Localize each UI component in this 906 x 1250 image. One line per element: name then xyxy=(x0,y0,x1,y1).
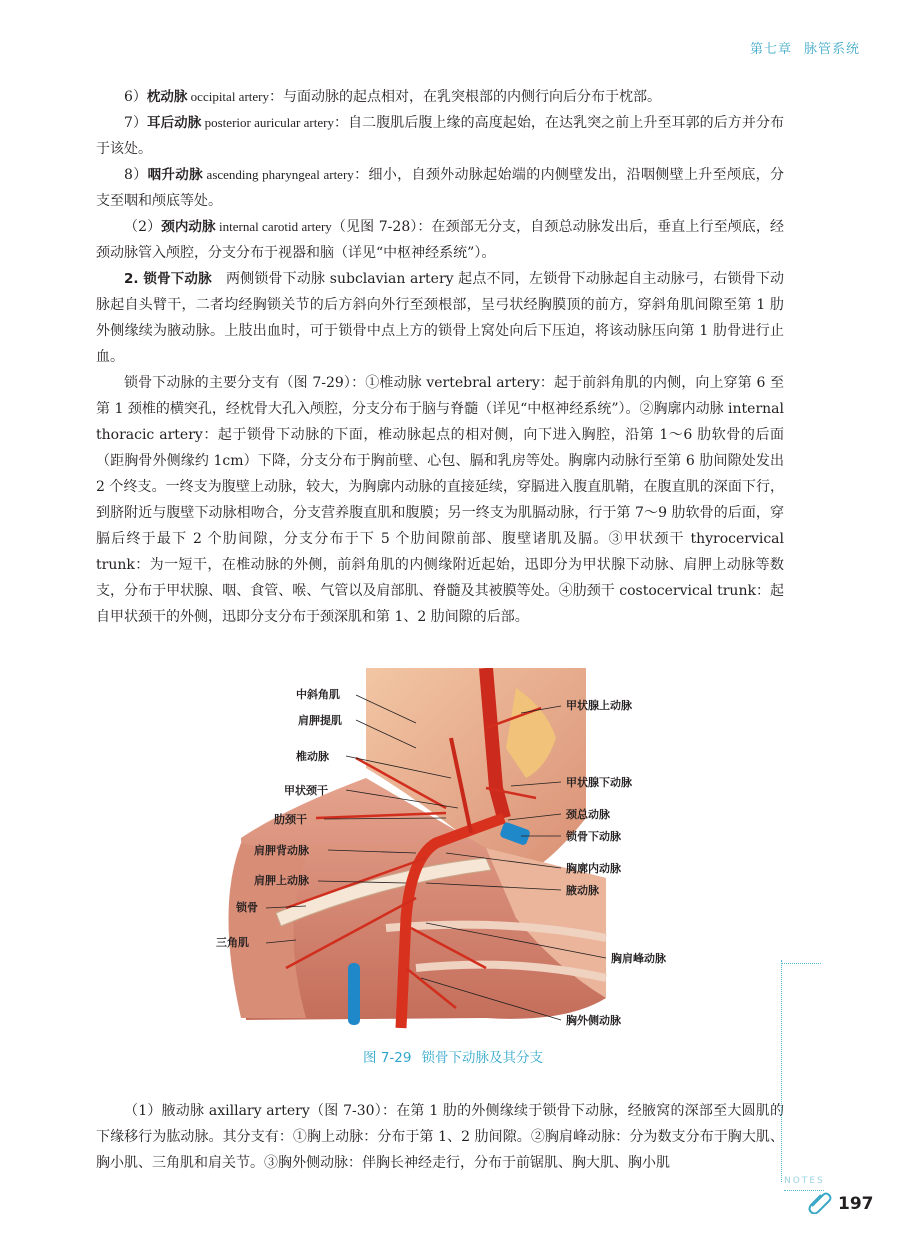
label-subclavian-artery: 锁骨下动脉 xyxy=(566,830,621,843)
label-dorsal-scapular-artery: 肩胛背动脉 xyxy=(254,844,309,857)
paragraph-axillary: （1）腋动脉 axillary artery（图 7-30）：在第 1 肋的外侧缘续于锁骨下动脉，经腋窝的深部至大圆肌的下缘移行为肱动脉。其分支有：①胸上动脉：分布于第 1、2 肋间隙。②胸肩峰动脉：分为数支分布于胸大肌、胸小肌、三角肌和肩关节。③胸外侧动脉：伴胸长神经走行，分布于前锯肌、胸大肌、胸小肌 xyxy=(96,1103,784,1171)
paragraph-subclavian: 2. 锁骨下动脉 两侧锁骨下动脉 subclavian artery 起点不同，左锁骨下动脉起自主动脉弓，右锁骨下动脉起自头臂干，二者均经胸锁关节的后方斜向外行至颈根部，呈弓状经胸膜顶的前方，穿斜角肌间隙至第 1 肋外侧缘续为腋动脉。上肢出血时，可于锁骨中点上方的锁骨上窝处向后下压迫，将该动脉压向第 1 肋骨进行止血。 xyxy=(96,271,784,365)
paragraph-subclavian-branches: 锁骨下动脉的主要分支有（图 7-29）：①椎动脉 vertebral artery：起于前斜角肌的内侧，向上穿第 6 至第 1 颈椎的横突孔，经枕骨大孔入颅腔，分支分布于脑与脊髓（详见“中枢神经系统”）。②胸廓内动脉 internal thoracic artery：起于锁骨下动脉的下面，椎动脉起点的相对侧，向下进入胸腔，沿第 1～6 肋软骨的后面（距胸骨外侧缘约 1cm）下降，分支分布于胸前壁、心包、膈和乳房等处。胸廓内动脉行至第 6 肋间隙处发出 2 个终支。一终支为腹壁上动脉，较大，为胸廓内动脉的直接延续，穿膈进入腹直肌鞘，在腹直肌的深面下行，到脐附近与腹壁下动脉相吻合，分支营养腹直肌和腹膜；另一终支为肌膈动脉，行于第 7～9 肋软骨的后面，穿膈后终于最下 2 个肋间隙，分支分布于下 5 个肋间隙前部、腹壁诸肌及膈。③甲状颈干 thyrocervical trunk：为一短干，在椎动脉的外侧，前斜角肌的内侧缘附近起始，迅即分为甲状腺下动脉、肩胛上动脉等数支，分布于甲状腺、咽、食管、喉、气管以及肩部肌、脊髓及其被膜等处。④肋颈干 costocervical trunk：起自甲状颈干的外侧，迅即分支分布于颈深肌和第 1、2 肋间隙的后部。 xyxy=(96,375,784,625)
label-suprascapular-artery: 肩胛上动脉 xyxy=(254,874,309,887)
label-levator-scapulae: 肩胛提肌 xyxy=(298,714,342,727)
figure-number: 图 7-29 xyxy=(363,1050,412,1066)
anatomy-figure xyxy=(186,668,706,1038)
chapter-label: 第七章 xyxy=(749,42,792,57)
label-lateral-thoracic-artery: 胸外侧动脉 xyxy=(566,1014,621,1027)
label-costocervical-trunk: 肋颈干 xyxy=(274,813,307,826)
label-superior-thyroid-artery: 甲状腺上动脉 xyxy=(566,699,632,712)
paragraph-occipital: 6）枕动脉 occipital artery：与面动脉的起点相对，在乳突根部的内侧行向后分布于枕部。 xyxy=(124,89,661,105)
subclavian-artery-illustration xyxy=(186,668,706,1038)
notes-margin-line xyxy=(781,960,782,1182)
cephalic-vein xyxy=(348,963,360,1025)
label-inferior-thyroid-artery: 甲状腺下动脉 xyxy=(566,776,632,789)
notes-margin-tick xyxy=(781,963,821,964)
paperclip-icon xyxy=(806,1186,834,1214)
section-label: 脉管系统 xyxy=(803,42,860,57)
main-text xyxy=(96,84,784,630)
label-common-carotid-artery: 颈总动脉 xyxy=(566,808,610,821)
figure-title: 锁骨下动脉及其分支 xyxy=(421,1050,543,1066)
label-internal-thoracic-artery: 胸廓内动脉 xyxy=(566,862,621,875)
figure-caption xyxy=(0,1046,906,1066)
label-middle-scalene: 中斜角肌 xyxy=(296,688,340,701)
running-header xyxy=(750,38,860,57)
paragraph-internal-carotid: （2）颈内动脉 internal carotid artery（见图 7-28）：在颈部无分支，自颈总动脉发出后，垂直上行至颅底，经颈动脉管入颅腔，分支分布于视器和脑（详见“中枢神经系统”）。 xyxy=(96,219,784,261)
label-thyrocervical-trunk: 甲状颈干 xyxy=(284,784,328,797)
label-vertebral-artery: 椎动脉 xyxy=(296,750,329,763)
label-thoracoacromial-artery: 胸肩峰动脉 xyxy=(611,952,666,965)
main-text-continued xyxy=(96,1098,784,1176)
paragraph-ascending-pharyngeal: 8）咽升动脉 ascending pharyngeal artery：细小，自颈外动脉起始端的内侧壁发出，沿咽侧壁上升至颅底，分支至咽和颅底等处。 xyxy=(96,167,785,209)
label-deltoid: 三角肌 xyxy=(216,936,249,949)
notes-label: NOTES xyxy=(784,1176,825,1186)
label-axillary-artery: 腋动脉 xyxy=(566,884,599,897)
page-number: 197 xyxy=(838,1194,874,1214)
label-clavicle: 锁骨 xyxy=(236,901,258,914)
paragraph-posterior-auricular: 7）耳后动脉 posterior auricular artery：自二腹肌后腹上缘的高度起始，在达乳突之前上升至耳郭的后方并分布于该处。 xyxy=(96,115,785,157)
